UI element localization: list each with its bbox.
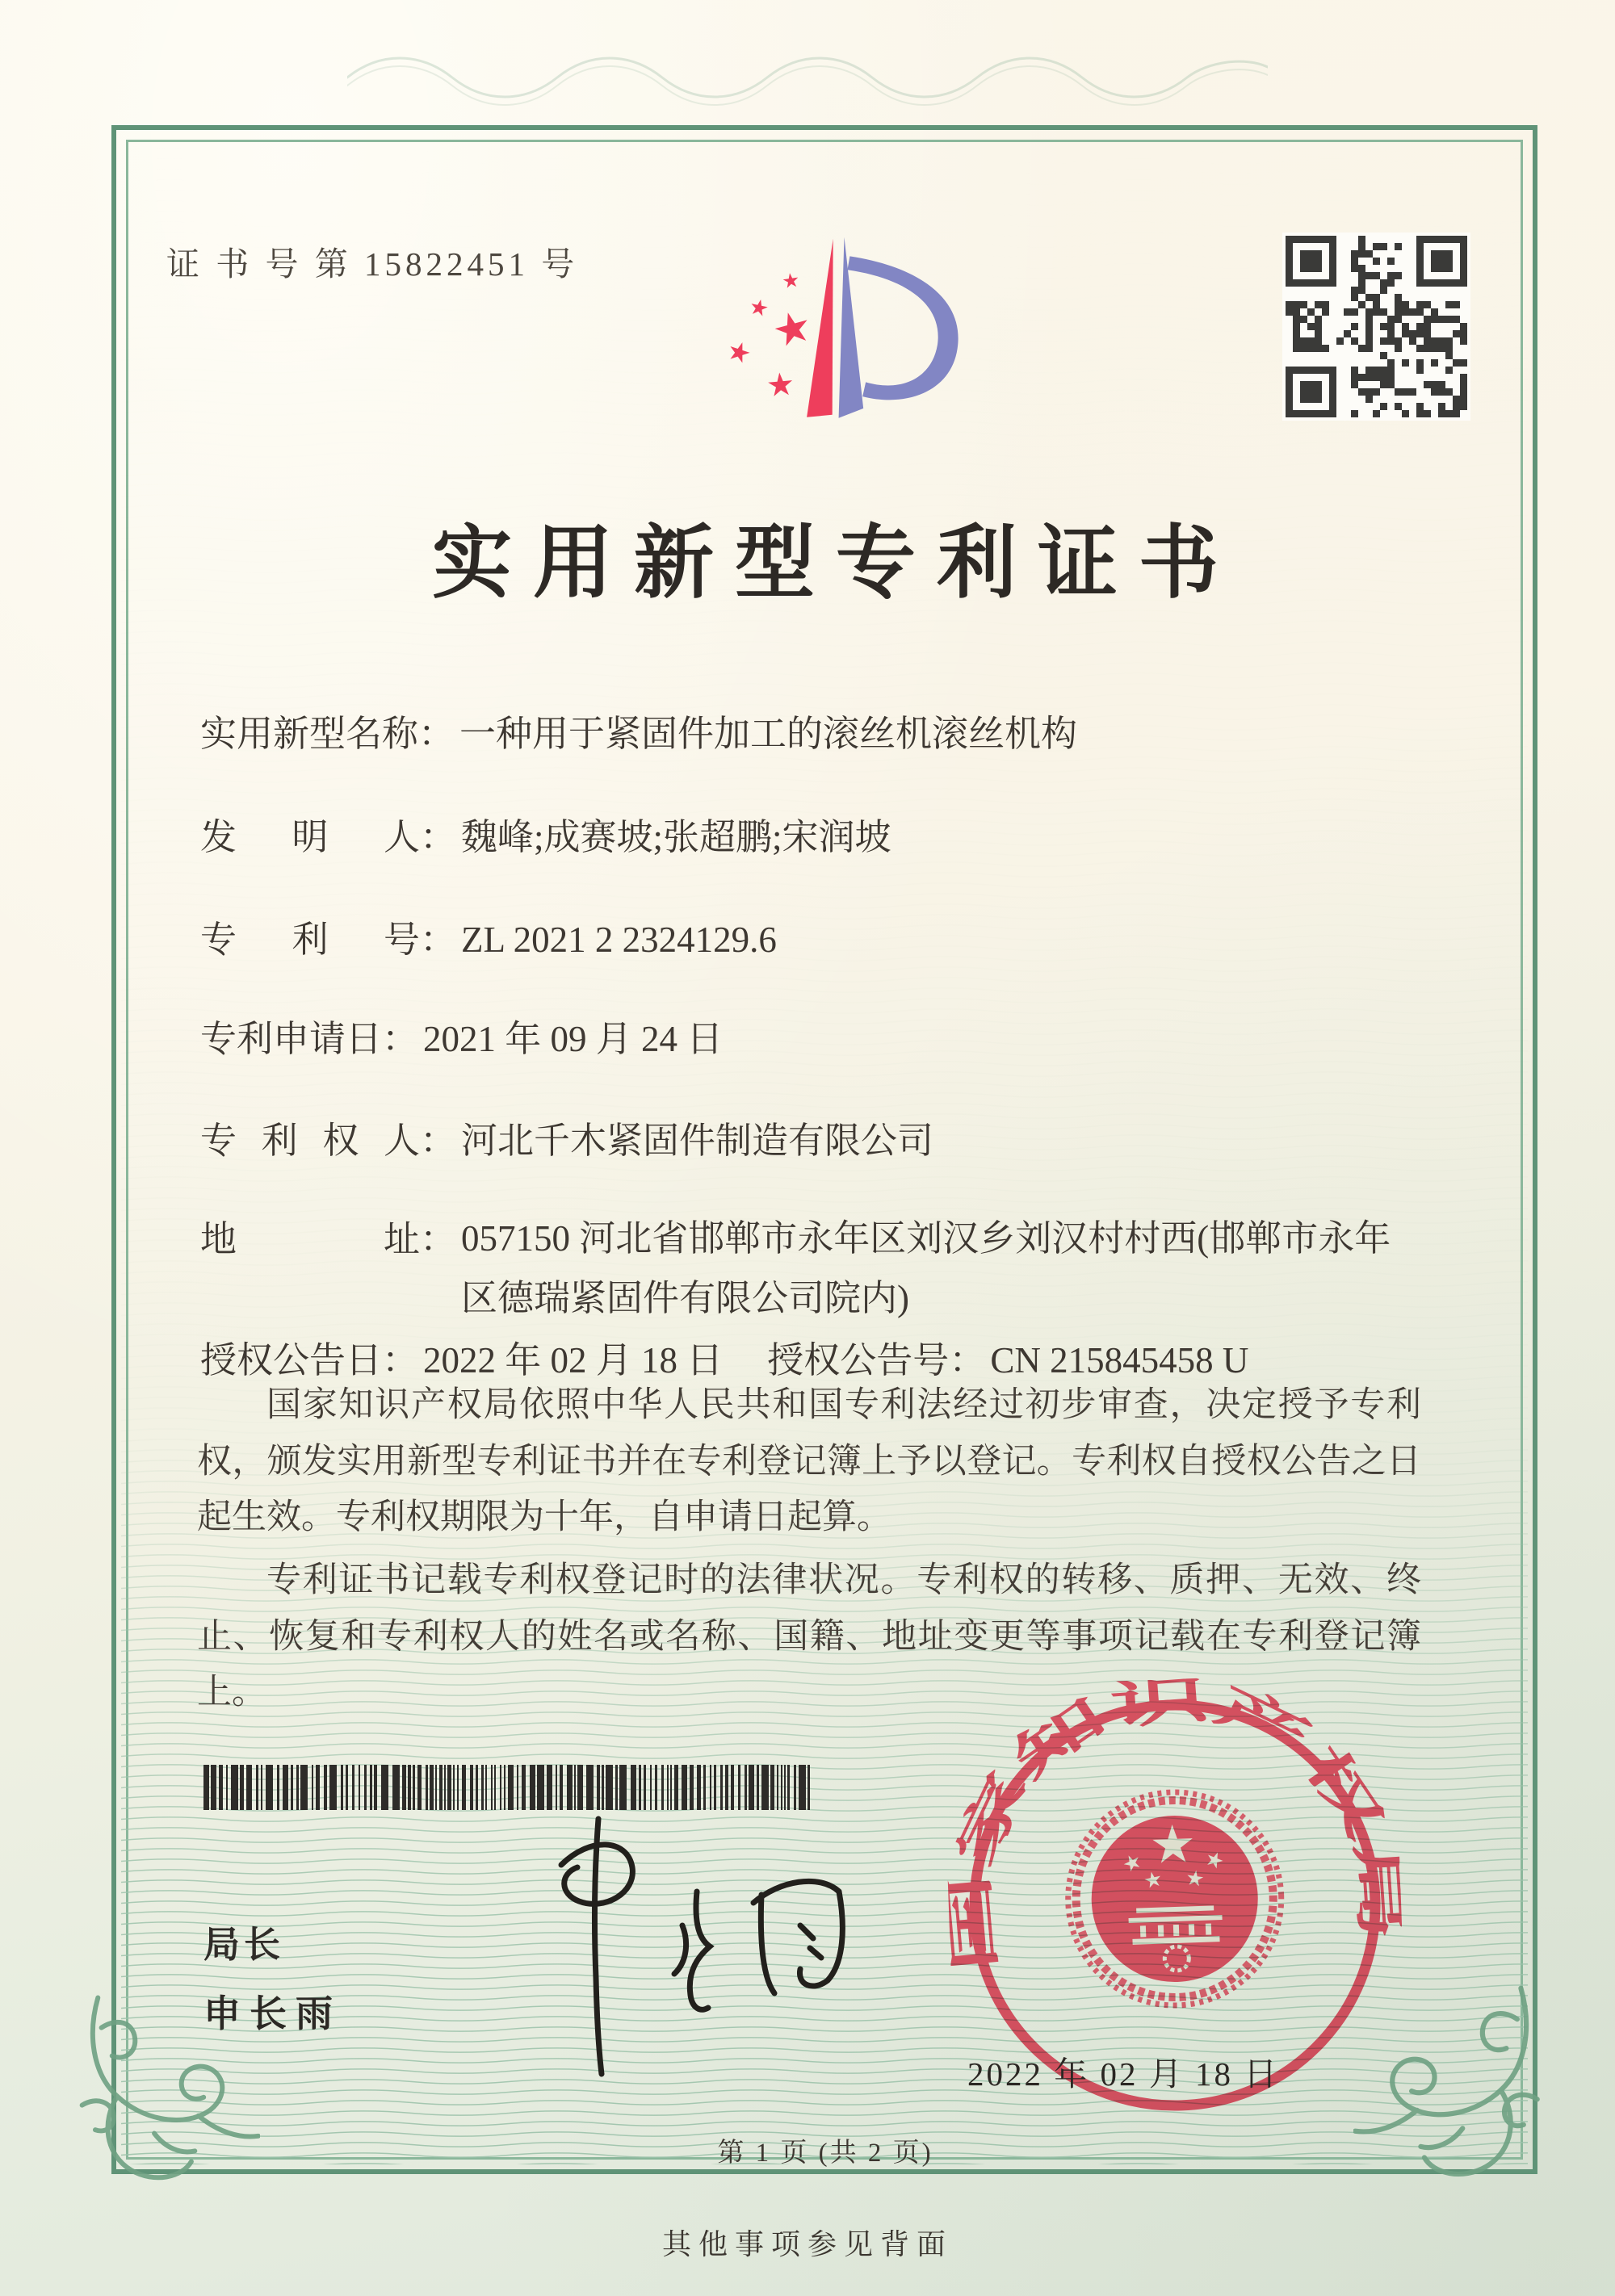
back-side-note: 其他事项参见背面 [661,2228,953,2260]
label-colon: ： [420,920,457,960]
field-label: 发明人 [200,817,420,857]
field-row-patentee [200,1111,933,1163]
legal-text [197,1377,1421,1728]
label-colon: ： [382,1340,419,1381]
field-label-grant-date: 授权公告日 [200,1340,383,1381]
label-colon: ： [420,1121,457,1161]
qr-code [1286,236,1467,417]
commissioner-title: 局长 [203,1924,285,1965]
field-value: 一种用于紧固件加工的滚丝机滚丝机构 [459,714,1078,754]
commissioner-name: 申长雨 [203,1992,342,2034]
field-value: 魏峰;成赛坡;张超鹏;宋润坡 [461,817,891,857]
label-colon: ： [418,714,455,754]
handwritten-signature [440,1804,860,2095]
field-label: 专利申请日 [200,1019,383,1059]
field-label: 专利号 [200,920,420,960]
field-row-filing-date [200,1009,723,1062]
legal-paragraph-1: 国家知识产权局依照中华人民共和国专利法经过初步审查，决定授予专利权，颁发实用新型专利证书并在专利登记簿上予以登记。专利权自授权公告之日起生效。专利权期限为十年，自申请日起算。 [197,1386,1421,1537]
certificate-title: 实用新型专利证书 [432,520,1240,608]
field-row-patent-number [200,910,777,962]
field-row-inventors [200,807,891,860]
seal-date: 2022 年 02 月 18 日 [967,2055,1280,2093]
field-label-grant-number: 授权公告号 [767,1340,950,1381]
certificate-number: 证 书 号 第 15822451 号 [166,245,579,283]
field-value: 河北千木紧固件制造有限公司 [461,1121,934,1161]
legal-paragraph-2: 专利证书记载专利权登记时的法律状况。专利权的转移、质押、无效、终止、恢复和专利权人的姓名或名称、国籍、地址变更等事项记载在专利登记簿上。 [197,1561,1421,1712]
patent-office-logo-icon [693,215,996,470]
field-row-address [200,1209,1406,1329]
field-value: ZL 2021 2 2324129.6 [461,920,777,960]
field-row-utility-model-name [200,704,1077,756]
field-label: 地址 [200,1219,420,1259]
national-emblem [1064,1788,1285,2009]
page-info: 第 1 页 (共 2 页) [717,2139,933,2168]
field-value: 2021 年 09 月 24 日 [423,1019,724,1059]
field-label: 专利权人 [200,1121,420,1161]
top-garland-ornament [347,40,1268,108]
field-row-grant [200,1330,1248,1383]
label-colon: ： [420,817,457,857]
label-colon: ： [382,1019,419,1059]
field-label: 实用新型名称 [200,714,419,754]
barcode [202,1765,817,1810]
field-value-grant-date: 2022 年 02 月 18 日 [423,1340,724,1381]
seal-text: 国家知识产权局 [943,1674,1407,1975]
field-value: 057150 河北省邯郸市永年区刘汉乡刘汉村村西(邯郸市永年区德瑞紧固件有限公司院内) [461,1218,1391,1318]
field-value-grant-number: CN 215845458 U [990,1340,1249,1381]
label-colon: ： [420,1219,457,1259]
label-colon: ： [949,1340,986,1381]
